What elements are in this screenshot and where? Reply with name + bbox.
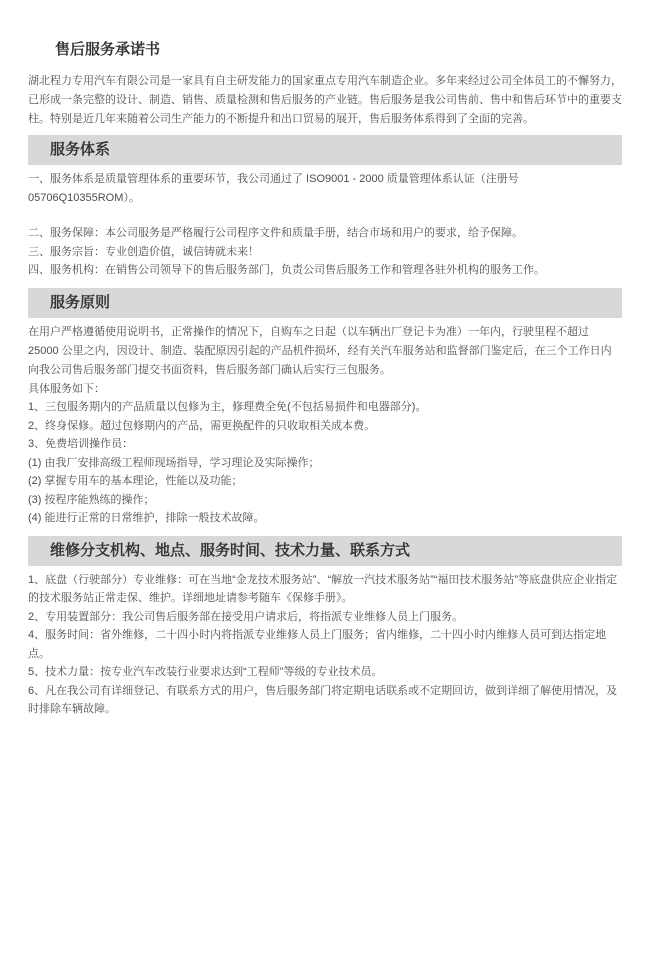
list-item: 三、服务宗旨：专业创造价值，诚信铸就未来！ [28,245,259,258]
list-item: 1、底盘（行驶部分）专业维修：可在当地“金龙技术服务站”、“解放一汽技术服务站”“福田技术服务站”等底盘供应企业指定的技术服务站正常走保、维护。详细地址请参考随车《保修手册》。 [28,573,618,604]
list-item: 6、凡在我公司有详细登记、有联系方式的用户，售后服务部门将定期电话联系或不定期回访，做到详细了解使用情况，及时排除车辆故障。 [28,684,618,715]
list-item: 4、服务时间：省外维修，二十四小时内将指派专业维修人员上门服务；省内维修，二十四小时内维修人员可到达指定地点。 [28,629,607,660]
service-network-list [28,571,622,719]
service-principles-block [28,323,622,528]
list-item: 1、三包服务期内的产品质量以包修为主，修理费全免(不包括易损件和电器部分)。 [28,401,427,413]
principles-paragraph: 在用户严格遵循使用说明书，正常操作的情况下，自购车之日起（以车辆出厂登记卡为准）一年内，行驶里程不超过 25000 公里之内，因设计、制造、装配原因引起的产品机件损坏，经有关汽车服务站和监督部门鉴定后，在三个工作日内向我公司售后服务部门提交书面资料，售后服务部门确认后实行三包服务。 [28,325,612,376]
list-item: 2、专用装置部分：我公司售后服务部在接受用户请求后，将指派专业维修人员上门服务。 [28,610,464,623]
document-page [0,38,650,957]
list-item: (4) 能进行正常的日常维护，排除一般技术故障。 [28,512,265,524]
list-item: (1) 由我厂安排高级工程师现场指导，学习理论及实际操作； [28,456,320,469]
list-item: (3) 按程序能熟练的操作； [28,493,155,506]
list-item: 3、免费培训操作员： [28,438,134,450]
intro-paragraph: 湖北程力专用汽车有限公司是一家具有自主研发能力的国家重点专用汽车制造企业。多年来经过公司全体员工的不懈努力，已形成一条完整的设计、制造、销售、质量检测和售后服务的产业链。售后服务是我公司售前、售中和售后环节中的重要支柱。特别是近几年来随着公司生产能力的不断提升和出口贸易的展开，售后服务体系得到了全面的完善。 [28,75,622,125]
list-item: 四、服务机构：在销售公司领导下的售后服务部门，负责公司售后服务工作和管理各驻外机构的服务工作。 [28,264,545,276]
list-item: (2) 掌握专用车的基本理论，性能以及功能； [28,475,243,487]
page-title: 售后服务承诺书 [55,41,161,58]
section-heading-service-system: 服务体系 [28,135,622,165]
principles-subtitle: 具体服务如下： [28,382,105,395]
list-item: 2、终身保修。超过包修期内的产品，需更换配件的只收取相关成本费。 [28,419,376,432]
list-item: 5、技术力量：按专业汽车改装行业要求达到“工程师”等级的专业技术员。 [28,666,383,678]
list-item: 一、服务体系是质量管理体系的重要环节，我公司通过了 ISO9001 - 2000 质量管理体系认证（注册号 05706Q10355ROM）。 [28,173,519,204]
section-heading-service-principles: 服务原则 [28,288,622,318]
list-item: 二、服务保障：本公司服务是严格履行公司程序文件和质量手册，结合市场和用户的要求，给予保障。 [28,227,523,239]
section-heading-service-network: 维修分支机构、地点、服务时间、技术力量、联系方式 [28,536,622,566]
service-system-list [28,170,622,280]
